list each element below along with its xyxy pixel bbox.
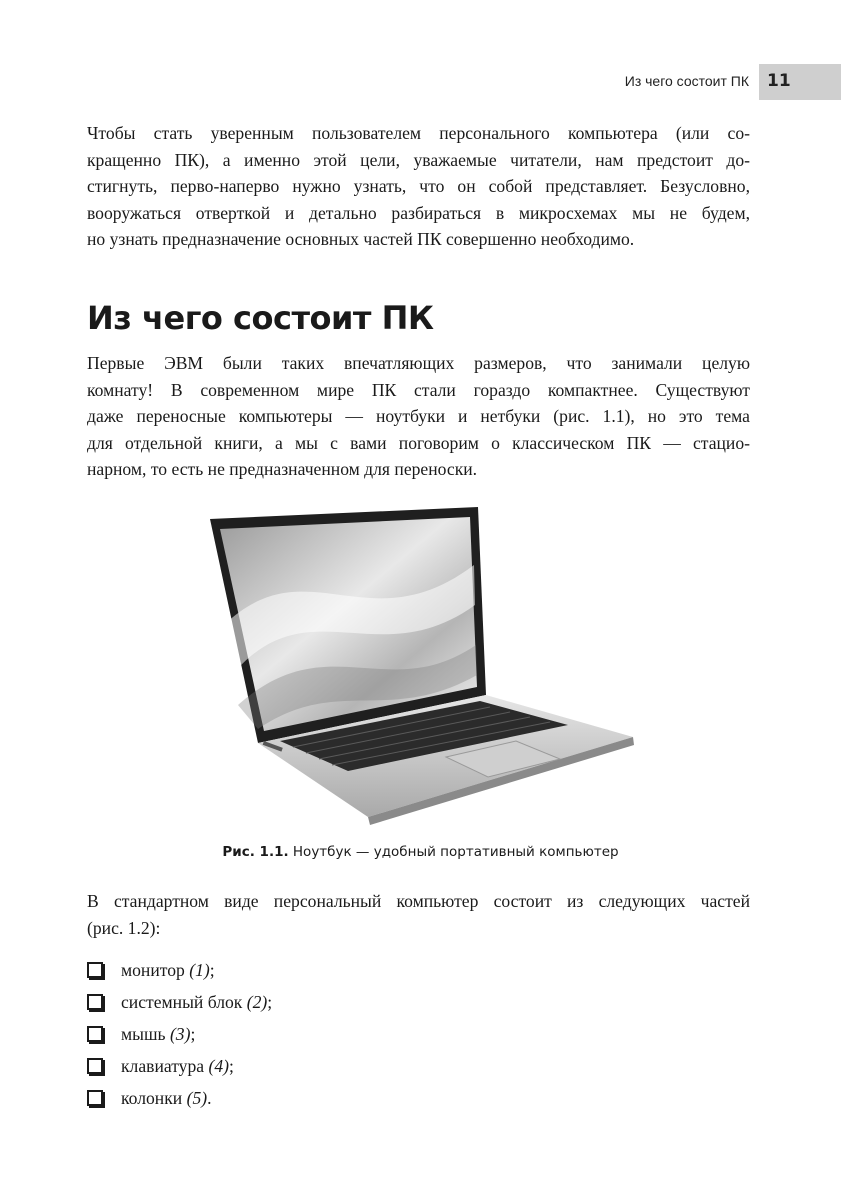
laptop-icon <box>188 505 650 825</box>
list-item <box>87 1050 272 1082</box>
section-heading: Из чего состоит ПК <box>87 299 434 337</box>
list-item <box>87 1018 272 1050</box>
list-item <box>87 1082 272 1114</box>
page-header <box>0 64 841 100</box>
parts-intro-paragraph <box>87 888 750 941</box>
part-number: (1) <box>189 960 210 980</box>
section-paragraph <box>87 350 750 483</box>
intro-line: стигнуть, перво-наперво нужно узнать, что он собой представляет. Безусловно, <box>87 176 750 196</box>
part-name: колонки <box>121 1088 183 1108</box>
section-line: даже переносные компьютеры — ноутбуки и нетбуки (рис. 1.1), но это тема <box>87 406 750 426</box>
list-item <box>87 986 272 1018</box>
page-number: 11 <box>767 71 791 91</box>
section-line: для отдельной книги, а мы с вами поговорим о классическом ПК — стацио- <box>87 432 750 453</box>
part-name: мышь <box>121 1024 166 1044</box>
figure-label: Рис. 1.1. <box>222 844 289 860</box>
part-punct: ; <box>267 992 273 1012</box>
figure-caption-text: Ноутбук — удобный портативный компьютер <box>292 844 619 860</box>
page-number-box <box>759 64 841 100</box>
parts-intro-line: В стандартном виде персональный компьютер состоит из следующих частей <box>87 891 750 911</box>
part-punct: ; <box>209 960 215 980</box>
section-line: комнату! В современном мире ПК стали гораздо компактнее. Существуют <box>87 379 750 400</box>
intro-line: вооружаться отверткой и детально разбираться в микросхемах мы не будем, <box>87 202 750 223</box>
part-punct: ; <box>229 1056 234 1076</box>
figure-caption <box>0 844 841 860</box>
checkbox-icon <box>87 1058 103 1074</box>
part-number: (3) <box>169 1024 191 1044</box>
checkbox-icon <box>87 1090 103 1106</box>
section-line: Первые ЭВМ были таких впечатляющих размеров, что занимали целую <box>87 353 750 373</box>
intro-line: кращенно ПК), а именно этой цели, уважаемые читатели, нам предстоит до- <box>87 149 750 170</box>
part-number: (2) <box>246 992 268 1012</box>
part-number: (5) <box>186 1088 208 1108</box>
parts-intro-line: (рис. 1.2): <box>87 917 161 938</box>
checkbox-icon <box>87 1026 103 1042</box>
section-line: нарном, то есть не предназначенном для переноски. <box>87 459 478 479</box>
part-name: клавиатура <box>121 1056 205 1076</box>
running-title: Из чего состоит ПК <box>624 73 749 89</box>
part-punct: . <box>207 1088 212 1108</box>
checkbox-icon <box>87 994 103 1010</box>
list-item <box>87 954 272 986</box>
intro-line: Чтобы стать уверенным пользователем персонального компьютера (или со- <box>87 123 750 143</box>
part-name: монитор <box>121 960 185 980</box>
laptop-figure <box>188 505 650 825</box>
part-punct: ; <box>190 1024 196 1044</box>
intro-line: но узнать предназначение основных частей ПК совершенно необходимо. <box>87 229 635 249</box>
part-name: системный блок <box>121 992 243 1012</box>
parts-list <box>87 954 272 1114</box>
intro-paragraph <box>87 120 750 253</box>
checkbox-icon <box>87 962 103 978</box>
part-number: (4) <box>208 1056 229 1076</box>
